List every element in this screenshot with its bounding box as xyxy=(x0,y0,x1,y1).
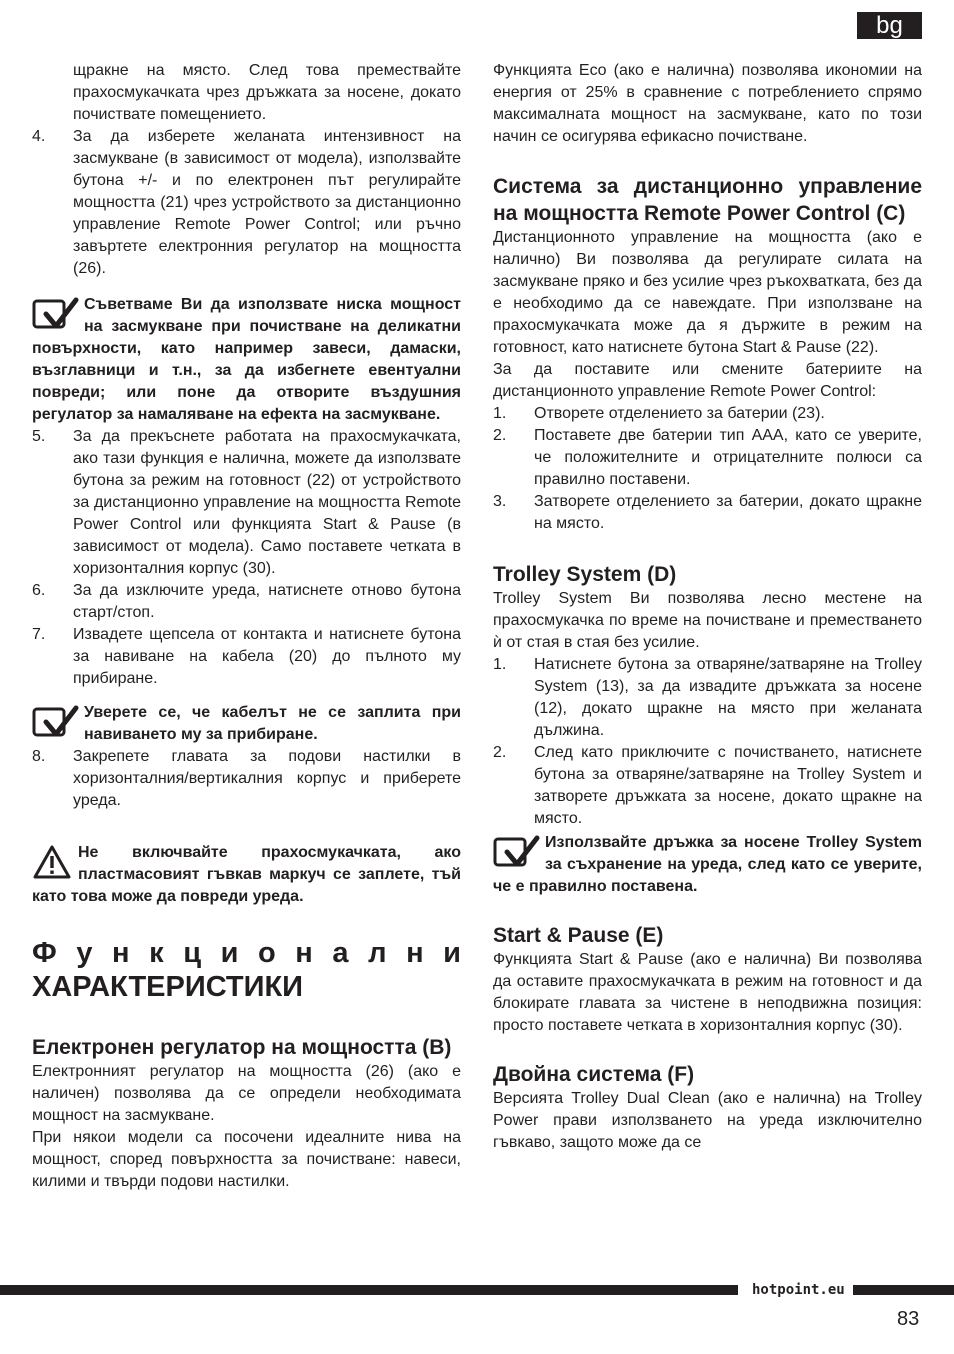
list-number: 1. xyxy=(493,405,507,422)
page-number: 83 xyxy=(897,1308,920,1330)
list-number: 3. xyxy=(493,493,507,510)
paragraph: За да поставите или смените батериите на дистанционното управление Remote Power Control: xyxy=(493,361,922,400)
list-text: Извадете щепсела от контакта и натиснете бутона за навиване на кабела (20) до пълното му прибиране. xyxy=(73,626,461,687)
list-number: 5. xyxy=(32,428,46,445)
list-item-4 xyxy=(32,126,461,280)
list-text: За да изберете желаната интензивност на засмукване (в зависимост от модела), използвайте бутона +/- и по електронен път регулирайте мощността (21) чрез устройството за дистанционно управление Remote Power Control; или ръчно завъртете електронния регулатор на мощността (26). xyxy=(73,128,461,277)
list-text: Натиснете бутона за отваряне/затваряне на Trolley System (13), за да извадите дръжката за носене (12), докато щракне на място при желаната дължина. xyxy=(534,656,922,739)
list-number: 7. xyxy=(32,626,46,643)
warning-text: Не включвайте прахосмукачката, ако пластмасовият гъвкав маркуч се заплете, тъй като това може да повреди уреда. xyxy=(32,844,461,905)
list-text: Закрепете главата за подови настилки в хоризонталния/вертикалния корпус и приберете уреда. xyxy=(73,748,461,809)
list-text: Затворете отделението за батерии, докато щракне на място. xyxy=(534,493,922,532)
right-column xyxy=(493,60,922,1154)
left-column xyxy=(32,60,461,1193)
list-number: 6. xyxy=(32,582,46,599)
paragraph: При някои модели са посочени идеалните нива на мощност, според повърхността за почистване: навеси, килими и твърди подови настилки. xyxy=(32,1129,461,1190)
list-item-7 xyxy=(32,624,461,690)
language-badge: bg xyxy=(857,12,922,39)
warning-triangle-icon xyxy=(32,844,78,880)
tip-text: Уверете се, че кабелът не се заплита при навиването му за прибиране. xyxy=(84,704,461,743)
paragraph: Trolley System Ви позволява лесно местене на прахосмукачка по време на почистване и преместването ѝ от стая в стая без усилие. xyxy=(493,590,922,651)
paragraph: Дистанционното управление на мощността (ако е налично) Ви позволява да регулирате силата на засмукване пряко и без усилие чрез ръкохватката, без да е необходимо да се навеждате. При използване на прахосмукачката може да я държите в режим на готовност, като натиснете бутона Start & Pause (22). xyxy=(493,229,922,356)
heading-dual-system: Двойна система (F) xyxy=(493,1063,695,1086)
footer-rule-left xyxy=(0,1285,738,1295)
tip-note-low-power xyxy=(32,294,461,426)
heading-start-pause: Start & Pause (E) xyxy=(493,924,664,947)
battery-steps-list xyxy=(493,403,922,535)
section-title xyxy=(32,936,461,1004)
list-item xyxy=(493,654,922,742)
warning-note xyxy=(32,842,461,908)
checkmark-note-icon xyxy=(32,704,84,740)
list-item-6 xyxy=(32,580,461,624)
list-item-5 xyxy=(32,426,461,580)
list-item xyxy=(493,425,922,491)
list-text: За да прекъснете работата на прахосмукачката, ако тази функция е налична, можете да използвате бутона за режим на готовност (22) от устройството за дистанционно управление на мощността Remote Power Control или функцията Start & Pause (в зависимост от модела). Само поставете четката в хоризонталния корпус (30). xyxy=(73,428,461,577)
continued-paragraph: щракне на място. След това премествайте прахосмукачката чрез дръжката за носене, докато почиствате помещението. xyxy=(73,62,461,123)
list-number: 2. xyxy=(493,744,507,761)
list-item-8 xyxy=(32,746,461,812)
list-number: 1. xyxy=(493,656,507,673)
list-item xyxy=(493,491,922,535)
section-title-line-2: ХАРАКТЕРИСТИКИ xyxy=(32,971,304,1003)
footer-brand: hotpoint.eu xyxy=(752,1282,845,1298)
trolley-steps-list xyxy=(493,654,922,830)
heading-remote-power-control: Система за дистанционно управление на мощността Remote Power Control (C) xyxy=(493,175,922,225)
list-text: За да изключите уреда, натиснете отново бутона старт/стоп. xyxy=(73,582,461,621)
tip-note-cable xyxy=(32,702,461,746)
paragraph: Функцията Start & Pause (ако е налична) Ви позволява да оставите прахосмукачката в режим на готовност и да блокирате главата за чистене в неподвижна позиция: просто поставете четката в хоризонталния корпус (30). xyxy=(493,951,922,1034)
tip-text: Съветваме Ви да използвате ниска мощност на засмукване при почистване на деликатни повърхности, като например завеси, дамаски, възглавници и т.н., за да избегнете евентуални повреди; или поне да отворите въздушния регулатор за намаляване на ефекта на засмукване. xyxy=(32,296,461,423)
list-item xyxy=(493,742,922,830)
tip-text: Използвайте дръжка за носене Trolley System за съхранение на уреда, след като се уверите, че е правилно поставена. xyxy=(493,834,922,895)
list-number: 2. xyxy=(493,427,507,444)
list-item xyxy=(493,403,922,425)
section-title-line-1: Ф у н к ц и о н а л н и xyxy=(32,937,461,969)
paragraph: Версията Trolley Dual Clean (ако е налична) на Trolley Power прави използването на уреда изключително гъвкаво, защото може да се xyxy=(493,1090,922,1151)
heading-trolley-system: Trolley System (D) xyxy=(493,563,677,586)
list-number: 8. xyxy=(32,748,46,765)
paragraph: Електронният регулатор на мощността (26) (ако е наличен) позволява да се определи необходимата мощност на засмукване. xyxy=(32,1063,461,1124)
heading-power-regulator: Електронен регулатор на мощността (B) xyxy=(32,1036,452,1059)
footer-rule-right xyxy=(853,1285,954,1295)
list-text: Отворете отделението за батерии (23). xyxy=(534,405,825,422)
checkmark-note-icon xyxy=(32,296,84,332)
list-number: 4. xyxy=(32,128,46,145)
list-text: Поставете две батерии тип AAA, като се уверите, че положителните и отрицателните полюси са правилно поставени. xyxy=(534,427,922,488)
checkmark-note-icon xyxy=(493,834,545,870)
paragraph-eco: Функцията Eco (ако е налична) позволява икономии на енергия от 25% в сравнение с потреблението спрямо максималната мощност на засмукване, като по този начин се осигурява ефикасно почистване. xyxy=(493,62,922,145)
list-text: След като приключите с почистването, натиснете бутона за отваряне/затваряне на Trolley System и затворете дръжката за носене, докато щракне на място. xyxy=(534,744,922,827)
tip-note-trolley xyxy=(493,832,922,898)
